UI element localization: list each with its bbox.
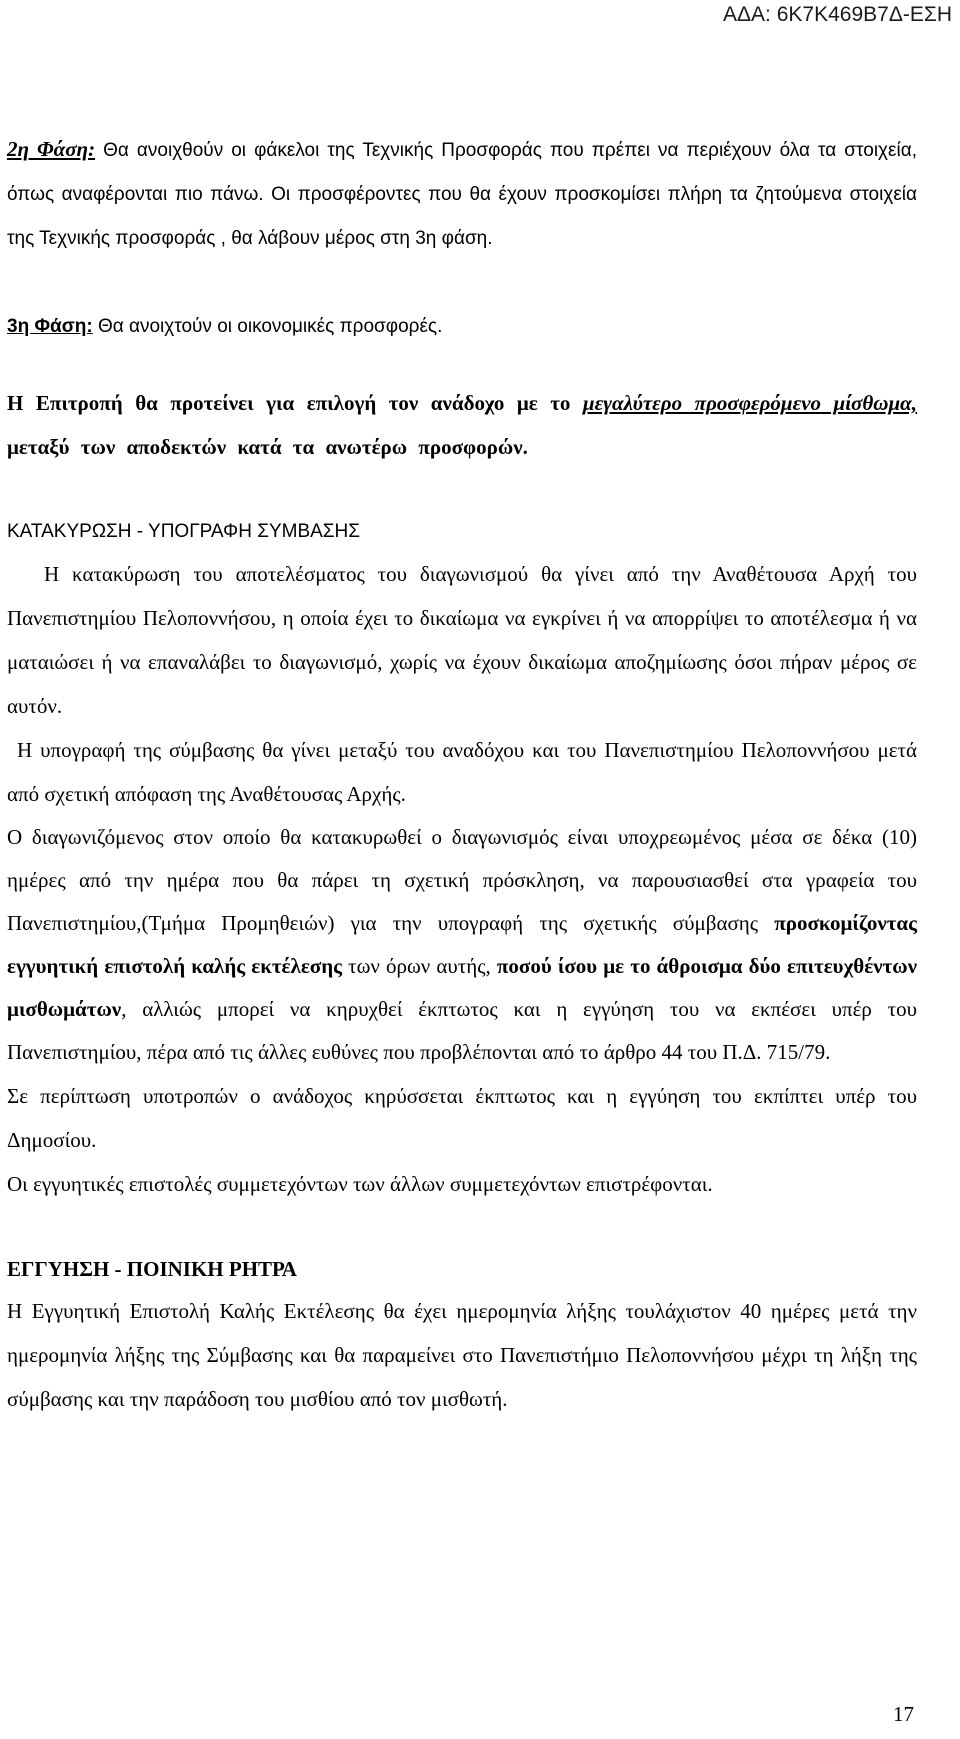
phase-3-label: 3η Φάση: — [7, 316, 93, 337]
obligation-text-2: των όρων αυτής, — [342, 954, 497, 978]
ada-code: ΑΔΑ: 6Κ7Κ469Β7Δ-ΕΣΗ — [723, 3, 952, 26]
award-paragraph-1 — [7, 552, 917, 728]
phase-3-paragraph — [7, 305, 917, 349]
refusal-paragraph: Σε περίπτωση υποτροπών ο ανάδοχος κηρύσσεται έκπτωτος και η εγγύηση του εκπίπτει υπέρ του Δημοσίου. — [7, 1084, 917, 1152]
award-paragraph-2-text: Η υπογραφή της σύμβασης θα γίνει μεταξύ του αναδόχου και του Πανεπιστημίου Πελοποννήσου μετά από σχετική απόφαση της Αναθέτουσας Αρχής. — [7, 738, 917, 806]
document-body — [7, 127, 917, 1421]
page-number: 17 — [893, 1702, 914, 1726]
obligation-paragraph — [7, 816, 917, 1074]
phase-2-label: 2η Φάση: — [7, 137, 96, 161]
guarantee-heading: ΕΓΓΥΗΣΗ - ΠΟΙΝΙΚΗ ΡΗΤΡΑ — [7, 1257, 297, 1281]
award-heading: ΚΑΤΑΚΥΡΩΣΗ - ΥΠΟΓΡΑΦΗ ΣΥΜΒΑΣΗΣ — [7, 521, 361, 542]
guarantee-paragraph: Η Εγγυητική Επιστολή Καλής Εκτέλεσης θα έχει ημερομηνία λήξης τουλάχιστον 40 ημέρες μετά την ημερομηνία λήξης της Σύμβασης και θα παραμείνει στο Πανεπιστήμιο Πελοποννήσου μέχρι τη λήξη της σύμβασης και την παράδοση του μισθίου από τον μισθωτή. — [7, 1299, 917, 1411]
obligation-bold-2: ποσού ίσου με το άθροισμα δύο επιτευχθέντων μισθωμάτων — [7, 954, 918, 1021]
phase-3-text: Θα ανοιχτούν οι οικονομικές προσφορές. — [92, 316, 443, 337]
obligation-text-1: Ο διαγωνιζόμενος στον οποίο θα κατακυρωθεί ο διαγωνισμός είναι υποχρεωμένος μέσα σε δέκα (10) ημέρες από την ημέρα που θα πάρει τη σχετική πρόσκληση, να παρουσιασθεί στα γραφεία του Πανεπιστημίου,(Τμήμα Προμηθειών) για την υπογραφή της σχετικής σύμβασης — [7, 825, 917, 935]
committee-paragraph — [7, 381, 917, 469]
committee-text-end: μεταξύ των αποδεκτών κατά τα ανωτέρω προσφορών. — [7, 435, 528, 459]
award-paragraph-2 — [7, 728, 917, 816]
obligation-bold-1: προσκομίζοντας εγγυητική επιστολή καλής εκτέλεσης — [7, 911, 917, 978]
committee-text-start: Η Επιτροπή θα προτείνει για επιλογή τον ανάδοχο με το — [7, 391, 583, 415]
phase-2-paragraph — [7, 127, 917, 261]
committee-highlight: μεγαλύτερο προσφερόμενο μίσθωμα, — [582, 391, 917, 415]
award-paragraph-1-text: Η κατακύρωση του αποτελέσματος του διαγωνισμού θα γίνει από την Αναθέτουσα Αρχή του Πανεπιστημίου Πελοποννήσου, η οποία έχει το δικαίωμα να εγκρίνει ή να απορρίψει το αποτέλεσμα ή να ματαιώσει ή να επαναλάβει το διαγωνισμό, χωρίς να έχουν δικαίωμα αποζημίωσης όσοι πήραν μέρος σε αυτόν. — [7, 562, 917, 718]
returns-paragraph: Οι εγγυητικές επιστολές συμμετεχόντων των άλλων συμμετεχόντων επιστρέφονται. — [7, 1172, 713, 1196]
phase-2-text: Θα ανοιχθούν οι φάκελοι της Τεχνικής Προσφοράς που πρέπει να περιέχουν όλα τα στοιχεία, όπως αναφέρονται πιο πάνω. Οι προσφέροντες που θα έχουν προσκομίσει πλήρη τα ζητούμενα στοιχεία της Τεχνικής προσφοράς , θα λάβουν μέρος στη 3η φάση. — [7, 140, 917, 249]
obligation-text-3: , αλλιώς μπορεί να κηρυχθεί έκπτωτος και η εγγύηση του να εκπέσει υπέρ του Πανεπιστημίου, πέρα από τις άλλες ευθύνες που προβλέπονται από το άρθρο 44 του Π.Δ. 715/79. — [7, 997, 917, 1064]
